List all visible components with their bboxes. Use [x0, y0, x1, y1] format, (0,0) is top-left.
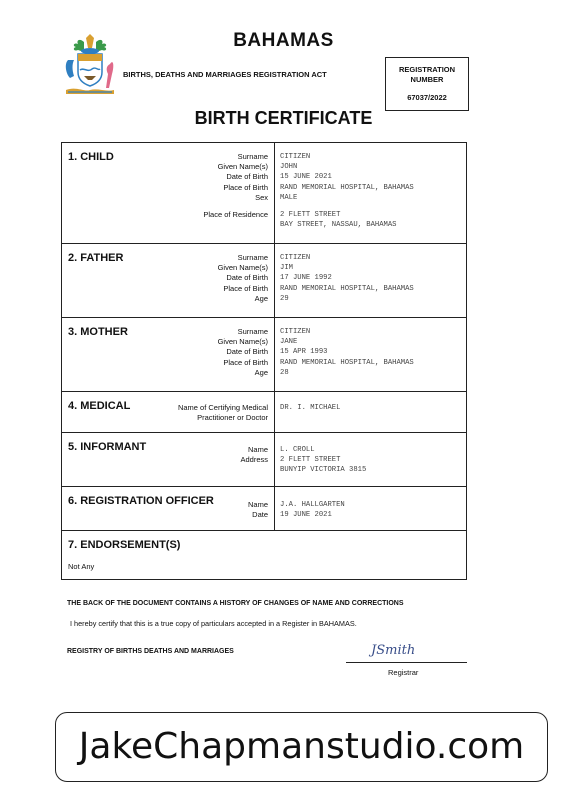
- value-given-names: JANE: [280, 338, 298, 347]
- label-date-of-birth: Date of Birth: [226, 273, 268, 283]
- field-labels: [203, 152, 268, 220]
- column-divider: [274, 487, 275, 531]
- field-values: [280, 253, 414, 304]
- document-title: BIRTH CERTIFICATE: [194, 108, 373, 128]
- value-place-of-birth: RAND MEMORIAL HOSPITAL, BAHAMAS: [280, 183, 414, 192]
- label-date-of-birth: Date of Birth: [226, 347, 268, 357]
- endorsement-value: Not Any: [68, 562, 95, 571]
- value-address-line1: 2 FLETT STREET: [280, 456, 341, 465]
- value-place-of-birth: RAND MEMORIAL HOSPITAL, BAHAMAS: [280, 284, 414, 293]
- certification-statement: I hereby certify that this is a true copy of particulars accepted in a Register in BAHAMAS.: [70, 619, 357, 628]
- value-given-names: JOHN: [280, 163, 298, 172]
- value-age: 28: [280, 368, 289, 377]
- value-address-line2: BUNYIP VICTORIA 3815: [280, 466, 367, 475]
- signature-line: [346, 662, 467, 663]
- column-divider: [274, 392, 275, 433]
- registry-name: REGISTRY OF BIRTHS DEATHS AND MARRIAGES: [67, 648, 234, 655]
- label-sex: Sex: [255, 192, 268, 202]
- value-surname: CITIZEN: [280, 254, 311, 262]
- section-heading: 4. MEDICAL: [68, 400, 131, 412]
- label-age: Age: [254, 367, 268, 377]
- label-address: Address: [240, 455, 268, 465]
- section-heading: 6. REGISTRATION OFFICER: [68, 495, 214, 507]
- label-age: Age: [254, 293, 268, 303]
- section-mother: [61, 318, 467, 392]
- label-surname: Surname: [237, 152, 268, 161]
- section-heading: 5. INFORMANT: [68, 441, 147, 453]
- field-values: [280, 403, 340, 413]
- registrar-label: Registrar: [388, 668, 419, 677]
- section-informant: [61, 433, 467, 487]
- value-sex: MALE: [280, 193, 298, 202]
- value-date-of-birth: 15 JUNE 2021: [280, 173, 332, 182]
- label-certifying-practitioner-line1: Name of Certifying Medical: [177, 403, 268, 412]
- label-date-of-birth: Date of Birth: [226, 172, 268, 182]
- registration-label: REGISTRATION NUMBER: [398, 65, 456, 84]
- value-age: 29: [280, 294, 289, 303]
- value-place-of-birth: RAND MEMORIAL HOSPITAL, BAHAMAS: [280, 358, 414, 367]
- section-registration-officer: [61, 487, 467, 531]
- value-residence-line2: BAY STREET, NASSAU, BAHAMAS: [280, 221, 397, 230]
- value-surname: CITIZEN: [280, 328, 311, 336]
- label-name: Name: [247, 445, 268, 454]
- field-values: [280, 327, 414, 378]
- label-name: Name: [247, 500, 268, 509]
- label-place-of-birth: Place of Birth: [223, 283, 268, 293]
- history-note: THE BACK OF THE DOCUMENT CONTAINS A HISTORY OF CHANGES OF NAME AND CORRECTIONS: [67, 600, 404, 607]
- label-given-names: Given Name(s): [217, 263, 268, 273]
- label-surname: Surname: [237, 327, 268, 336]
- registration-number-box: [385, 57, 469, 111]
- value-practitioner: DR. I. MICHAEL: [280, 404, 341, 412]
- value-name: L. CROLL: [280, 446, 315, 454]
- column-divider: [274, 318, 275, 392]
- section-heading: 3. MOTHER: [68, 326, 128, 338]
- value-registration-date: 19 JUNE 2021: [280, 511, 332, 520]
- registrar-signature: JSmith: [371, 643, 416, 658]
- column-divider: [274, 433, 275, 487]
- field-values: [280, 500, 345, 520]
- section-heading: 2. FATHER: [68, 252, 124, 264]
- value-surname: CITIZEN: [280, 153, 311, 161]
- value-given-names: JIM: [280, 264, 293, 273]
- field-labels: [248, 500, 268, 520]
- label-given-names: Given Name(s): [217, 162, 268, 172]
- section-father: [61, 244, 467, 318]
- label-place-of-birth: Place of Birth: [223, 182, 268, 192]
- section-child: [61, 142, 467, 244]
- field-labels: [218, 327, 268, 378]
- column-divider: [274, 143, 275, 245]
- label-date: Date: [252, 510, 268, 520]
- field-values: [280, 445, 366, 476]
- field-values: [280, 152, 414, 230]
- section-endorsements: [61, 531, 467, 580]
- registration-number: 67037/2022: [407, 93, 447, 102]
- label-place-of-birth: Place of Birth: [223, 357, 268, 367]
- field-labels: [178, 403, 268, 423]
- country-title: BAHAMAS: [233, 30, 334, 51]
- watermark-banner: JakeChapmanstudio.com: [55, 712, 548, 782]
- value-officer-name: J.A. HALLGARTEN: [280, 501, 345, 509]
- act-subtitle: BIRTHS, DEATHS AND MARRIAGES REGISTRATION ACT: [123, 70, 327, 79]
- value-residence-line1: 2 FLETT STREET: [280, 211, 341, 220]
- label-place-of-residence: Place of Residence: [203, 210, 268, 220]
- label-certifying-practitioner-line2: Practitioner or Doctor: [197, 413, 268, 423]
- value-date-of-birth: 15 APR 1993: [280, 348, 328, 357]
- section-medical: [61, 392, 467, 433]
- value-date-of-birth: 17 JUNE 1992: [280, 274, 332, 283]
- column-divider: [274, 244, 275, 318]
- section-heading: 7. ENDORSEMENT(S): [68, 539, 181, 551]
- section-heading: 1. CHILD: [68, 151, 114, 163]
- label-surname: Surname: [237, 253, 268, 262]
- field-labels: [218, 253, 268, 304]
- label-given-names: Given Name(s): [217, 337, 268, 347]
- field-labels: [240, 445, 268, 465]
